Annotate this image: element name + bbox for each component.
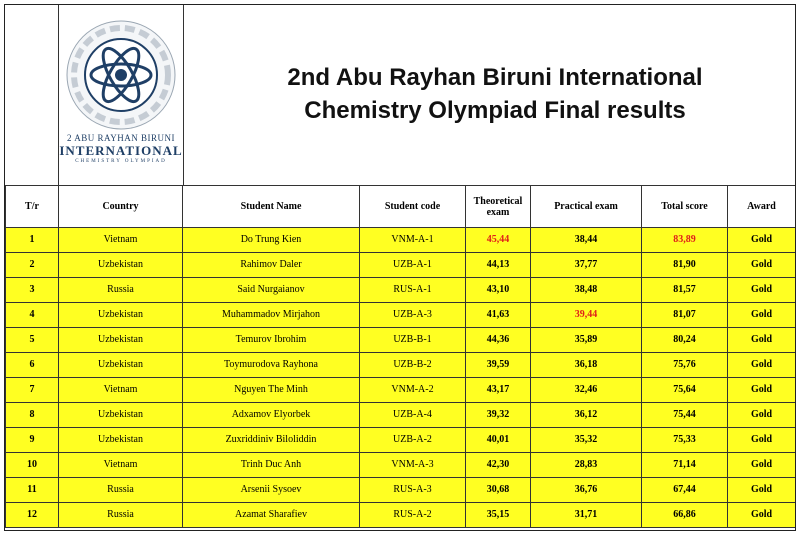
- cell-total: 81,90: [642, 253, 728, 278]
- cell-theoretical: 41,63: [466, 303, 531, 328]
- cell-award: Gold: [728, 278, 796, 303]
- document-header: [5, 5, 795, 185]
- table-row: [6, 378, 796, 403]
- results-table: [5, 185, 796, 528]
- cell-student-code: UZB-A-4: [360, 403, 466, 428]
- cell-total: 81,57: [642, 278, 728, 303]
- cell-student-name: Azamat Sharafiev: [183, 503, 360, 528]
- cell-practical: 28,83: [531, 453, 642, 478]
- cell-student-code: UZB-A-1: [360, 253, 466, 278]
- cell-student-name: Muhammadov Mirjahon: [183, 303, 360, 328]
- cell-number: 8: [6, 403, 59, 428]
- cell-practical: 38,48: [531, 278, 642, 303]
- cell-theoretical: 44,36: [466, 328, 531, 353]
- cell-total: 67,44: [642, 478, 728, 503]
- cell-total: 75,76: [642, 353, 728, 378]
- cell-number: 1: [6, 228, 59, 253]
- cell-country: Uzbekistan: [59, 403, 183, 428]
- cell-student-name: Said Nurgaianov: [183, 278, 360, 303]
- col-header-country: Country: [59, 186, 183, 228]
- cell-student-code: RUS-A-3: [360, 478, 466, 503]
- cell-country: Uzbekistan: [59, 253, 183, 278]
- cell-practical: 36,18: [531, 353, 642, 378]
- table-row: [6, 428, 796, 453]
- cell-practical: 39,44: [531, 303, 642, 328]
- cell-award: Gold: [728, 503, 796, 528]
- cell-student-name: Do Trung Kien: [183, 228, 360, 253]
- logo-text-sub: CHEMISTRY OLYMPIAD: [75, 159, 167, 164]
- cell-number: 9: [6, 428, 59, 453]
- cell-practical: 36,12: [531, 403, 642, 428]
- cell-student-code: UZB-A-2: [360, 428, 466, 453]
- cell-award: Gold: [728, 403, 796, 428]
- cell-number: 10: [6, 453, 59, 478]
- cell-practical: 37,77: [531, 253, 642, 278]
- cell-student-code: UZB-A-3: [360, 303, 466, 328]
- cell-total: 66,86: [642, 503, 728, 528]
- cell-country: Russia: [59, 478, 183, 503]
- cell-theoretical: 45,44: [466, 228, 531, 253]
- cell-student-name: Arsenii Sysoev: [183, 478, 360, 503]
- cell-practical: 35,32: [531, 428, 642, 453]
- cell-number: 12: [6, 503, 59, 528]
- table-row: [6, 353, 796, 378]
- cell-country: Vietnam: [59, 228, 183, 253]
- col-header-practical-exam: Practical exam: [531, 186, 642, 228]
- table-row: [6, 478, 796, 503]
- cell-country: Russia: [59, 503, 183, 528]
- table-row: [6, 503, 796, 528]
- cell-theoretical: 35,15: [466, 503, 531, 528]
- cell-student-name: Rahimov Daler: [183, 253, 360, 278]
- table-row: [6, 453, 796, 478]
- col-header-theoretical-exam: Theoretical exam: [466, 186, 531, 228]
- cell-theoretical: 42,30: [466, 453, 531, 478]
- cell-total: 83,89: [642, 228, 728, 253]
- cell-country: Uzbekistan: [59, 428, 183, 453]
- cell-award: Gold: [728, 428, 796, 453]
- cell-number: 4: [6, 303, 59, 328]
- cell-country: Vietnam: [59, 378, 183, 403]
- cell-student-name: Nguyen The Minh: [183, 378, 360, 403]
- cell-student-name: Adxamov Elyorbek: [183, 403, 360, 428]
- cell-award: Gold: [728, 478, 796, 503]
- cell-student-name: Temurov Ibrohim: [183, 328, 360, 353]
- cell-student-name: Toymurodova Rayhona: [183, 353, 360, 378]
- cell-student-code: UZB-B-2: [360, 353, 466, 378]
- cell-number: 2: [6, 253, 59, 278]
- cell-practical: 36,76: [531, 478, 642, 503]
- cell-total: 80,24: [642, 328, 728, 353]
- cell-practical: 38,44: [531, 228, 642, 253]
- cell-student-code: RUS-A-2: [360, 503, 466, 528]
- cell-theoretical: 39,59: [466, 353, 531, 378]
- cell-country: Russia: [59, 278, 183, 303]
- cell-number: 11: [6, 478, 59, 503]
- cell-country: Uzbekistan: [59, 328, 183, 353]
- cell-country: Uzbekistan: [59, 303, 183, 328]
- col-header-student-name: Student Name: [183, 186, 360, 228]
- cell-practical: 32,46: [531, 378, 642, 403]
- cell-award: Gold: [728, 378, 796, 403]
- cell-total: 75,33: [642, 428, 728, 453]
- cell-number: 6: [6, 353, 59, 378]
- cell-award: Gold: [728, 353, 796, 378]
- cell-award: Gold: [728, 228, 796, 253]
- olympiad-logo: [58, 5, 184, 185]
- cell-award: Gold: [728, 303, 796, 328]
- col-header-total-score: Total score: [642, 186, 728, 228]
- col-header-number: T/r: [6, 186, 59, 228]
- cell-practical: 35,89: [531, 328, 642, 353]
- atom-emblem-icon: [65, 19, 177, 131]
- table-row: [6, 303, 796, 328]
- table-row: [6, 228, 796, 253]
- title-line-1: 2nd Abu Rayhan Biruni International: [287, 64, 703, 91]
- cell-number: 3: [6, 278, 59, 303]
- cell-theoretical: 43,10: [466, 278, 531, 303]
- cell-theoretical: 44,13: [466, 253, 531, 278]
- cell-total: 71,14: [642, 453, 728, 478]
- cell-student-code: VNM-A-2: [360, 378, 466, 403]
- cell-student-name: Trinh Duc Anh: [183, 453, 360, 478]
- cell-theoretical: 39,32: [466, 403, 531, 428]
- cell-total: 81,07: [642, 303, 728, 328]
- cell-student-code: VNM-A-3: [360, 453, 466, 478]
- results-sheet: [4, 4, 796, 531]
- cell-theoretical: 43,17: [466, 378, 531, 403]
- cell-practical: 31,71: [531, 503, 642, 528]
- cell-theoretical: 40,01: [466, 428, 531, 453]
- cell-student-code: RUS-A-1: [360, 278, 466, 303]
- table-row: [6, 253, 796, 278]
- cell-student-code: UZB-B-1: [360, 328, 466, 353]
- col-header-student-code: Student code: [360, 186, 466, 228]
- cell-student-name: Zuxriddiniv Biloliddin: [183, 428, 360, 453]
- logo-text-main: INTERNATIONAL: [59, 143, 183, 158]
- cell-award: Gold: [728, 253, 796, 278]
- cell-country: Uzbekistan: [59, 353, 183, 378]
- cell-theoretical: 30,68: [466, 478, 531, 503]
- table-header-row: [6, 186, 796, 228]
- cell-country: Vietnam: [59, 453, 183, 478]
- cell-award: Gold: [728, 453, 796, 478]
- title-line-2: Chemistry Olympiad Final results: [304, 97, 686, 124]
- cell-number: 5: [6, 328, 59, 353]
- table-row: [6, 278, 796, 303]
- cell-total: 75,44: [642, 403, 728, 428]
- table-row: [6, 328, 796, 353]
- cell-award: Gold: [728, 328, 796, 353]
- cell-student-code: VNM-A-1: [360, 228, 466, 253]
- cell-total: 75,64: [642, 378, 728, 403]
- table-row: [6, 403, 796, 428]
- logo-text-top: 2 ABU RAYHAN BIRUNI: [67, 133, 175, 143]
- page-title: [195, 61, 795, 127]
- cell-number: 7: [6, 378, 59, 403]
- col-header-award: Award: [728, 186, 796, 228]
